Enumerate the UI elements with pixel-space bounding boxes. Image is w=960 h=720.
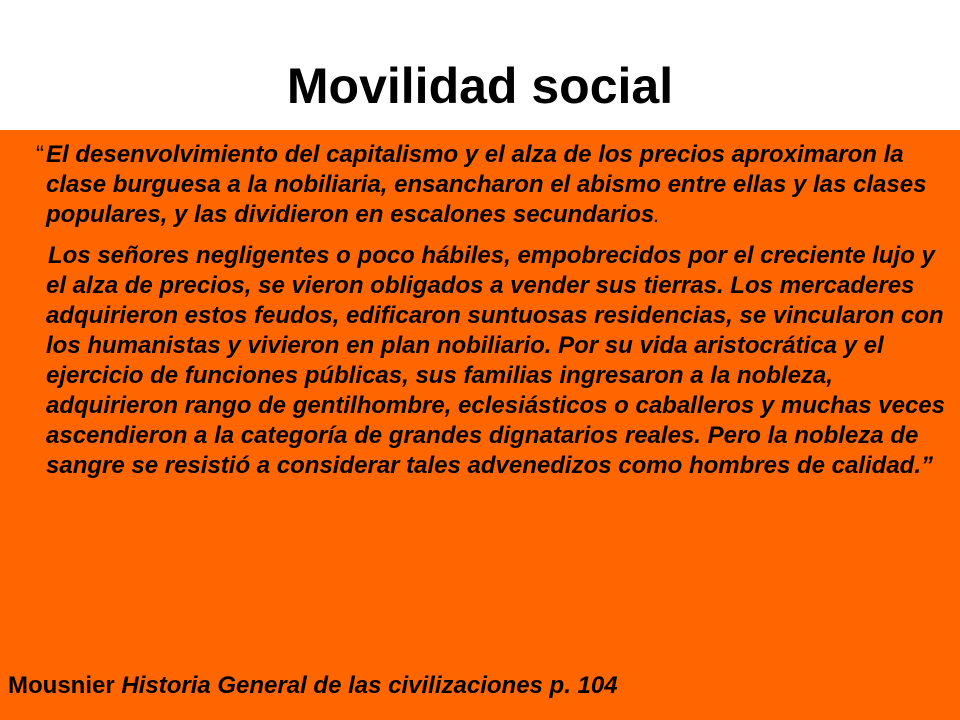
slide-title: Movilidad social [286,58,674,114]
quote-paragraph-1-end: . [654,209,659,226]
citation [8,671,953,701]
citation-author: Mousnier [8,672,115,699]
citation-book: Historia General de las civilizaciones p. 104 [121,672,618,699]
quote-paragraph-1-text: El desenvolvimiento del capitalismo y el alza de los precios aproximaron la clase burguesa a la nobiliaria, ensancharon el abismo entre ellas y las clases populares, y las dividieron en escalones secundarios [46,141,927,228]
quote-paragraph-2-text: Los señores negligentes o poco hábiles, empobrecidos por el creciente lujo y el alza de precios, se vieron obligados a vender sus tierras. Los mercaderes adquirieron estos feudos, edificaron suntuosas residencias, se vincularon con los humanistas y vivieron en plan nobiliario. Por su vida aristocrática y el ejercicio de funciones públicas, sus familias ingresaron a la nobleza, adquirieron rango de gentilhombre, eclesiásticos o caballeros y muchas veces ascendieron a la categoría de grandes dignatarios reales. Pero la nobleza de sangre se resistió a considerar tales advenedizos como hombres de calidad.” [46,242,945,479]
quote-block [20,140,955,481]
quote-paragraph-1 [20,140,955,233]
quote-paragraph-2 [20,241,955,481]
opening-quote-mark: “ [36,141,44,168]
